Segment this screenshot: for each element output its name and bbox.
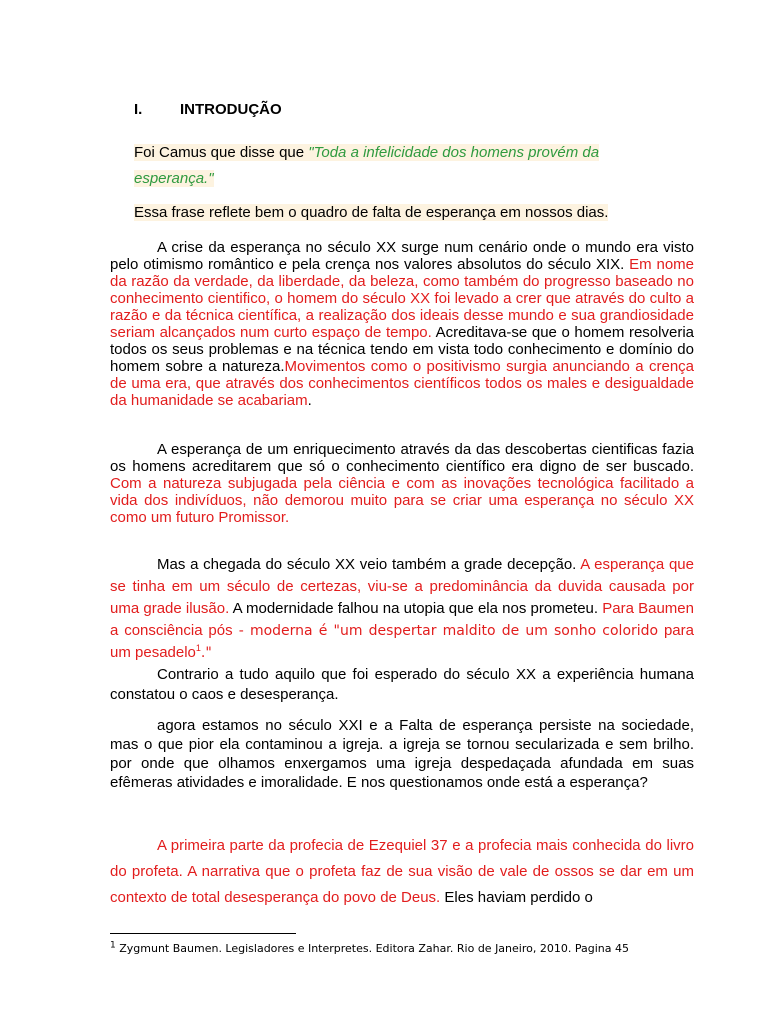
paragraph-hope: [110, 441, 694, 526]
p1-text-5: .: [307, 392, 312, 409]
quote-text-1: "Toda a infelicidade dos homens provém da: [308, 144, 600, 161]
p6-text-2: Eles haviam perdido o: [440, 889, 593, 906]
p6-text-1: A primeira parte da profecia de Ezequiel 37 e a profecia mais conhecida do livro do profeta. A narrativa que o profeta faz de sua visão de vale de ossos se dar em um contexto de total desesperança do povo de Deus.: [110, 837, 694, 906]
p2-text-2: Com a natureza subjugada pela ciência e com as inovações tecnológica facilitado a vida dos indivíduos, não demorou muito para se criar uma esperança no século XX como um futuro Promissor.: [110, 475, 694, 526]
p3-text-5: - moderna é "um despertar maldito de um sonho colorido: [232, 623, 659, 639]
paragraph-contrary: [110, 665, 694, 705]
p1-text-2: Em nome da razão da verdade, da liberdade, da beleza, como também do progresso baseado no conhecimento cientifico, o homem do século XX foi levado a crer que através do culto a razão e da técnica científica, a realização dos ideais desse mundo e sua grandiosidade seriam alcançados num curto espaço de tempo.: [110, 256, 694, 341]
p3-text-1: Mas a chegada do século XX veio também a grade decepção.: [157, 556, 577, 573]
p3-text-6: para um pesadelo: [110, 622, 694, 661]
p3-text-4: Para Baumen a consciência pós: [110, 600, 694, 639]
quote-lead: Foi Camus que disse que: [134, 144, 309, 161]
p1-text-4: Movimentos como o positivismo surgia anunciando a crença de uma era, que através dos conhecimentos científicos todos os males e desigualdade da humanidade se acabariam: [110, 358, 694, 409]
paragraph-crisis: [110, 239, 694, 409]
phrase-paragraph: [134, 204, 654, 222]
p2-text-1: A esperança de um enriquecimento através da das descobertas cientificas fazia os homens acreditarem que só o conhecimento científico era digno de ser buscado.: [110, 441, 694, 475]
heading-title: INTRODUÇÃO: [180, 101, 282, 118]
footnote-number: 1: [110, 940, 116, 951]
footnote-ref[interactable]: 1: [195, 643, 201, 653]
p4-text: Contrario a tudo aquilo que foi esperado do século XX a experiência humana constatou o caos e desesperança.: [110, 666, 694, 703]
footnote-text: Zygmunt Baumen. Legisladores e Interpretes. Editora Zahar. Rio de Janeiro, 2010. Pagina 45: [115, 942, 629, 955]
heading-number: I.: [134, 101, 143, 118]
phrase-text: Essa frase reflete bem o quadro de falta de esperança em nossos dias.: [134, 204, 609, 221]
p3-text-7: .": [200, 645, 212, 661]
p1-text-1: A crise da esperança no século XX surge num cenário onde o mundo era visto pelo otimismo romântico e pela crença nos valores absolutos do século XIX.: [110, 239, 694, 273]
quote-text-2: esperança.": [134, 170, 214, 187]
section-heading: [134, 101, 282, 118]
camus-quote: [134, 140, 654, 192]
p5-text: agora estamos no século XXI e a Falta de esperança persiste na sociedade, mas o que pior ela contaminou a igreja. a igreja se tornou secularizada e sem brilho. por onde que olhamos enxergamos uma igreja despedaçada afundada em suas efêmeras atividades e imoralidade. E nos questionamos onde está a esperança?: [110, 717, 694, 791]
footnote: [110, 942, 629, 955]
paragraph-church: [110, 716, 694, 792]
p1-text-3: Acreditava-se que o homem resolveria todos os seus problemas e na técnica tendo em vista todo conhecimento e domínio do homem sobre a natureza.: [110, 324, 694, 375]
paragraph-prophecy: [110, 833, 694, 911]
p3-text-2: A esperança que se tinha em um século de certezas, viu-se a predominância da duvida causada por uma grade ilusão.: [110, 556, 694, 617]
paragraph-disappointment: [110, 554, 694, 664]
p3-text-3: A modernidade falhou na utopia que ela nos prometeu.: [229, 600, 599, 617]
footnote-divider: [110, 933, 296, 934]
